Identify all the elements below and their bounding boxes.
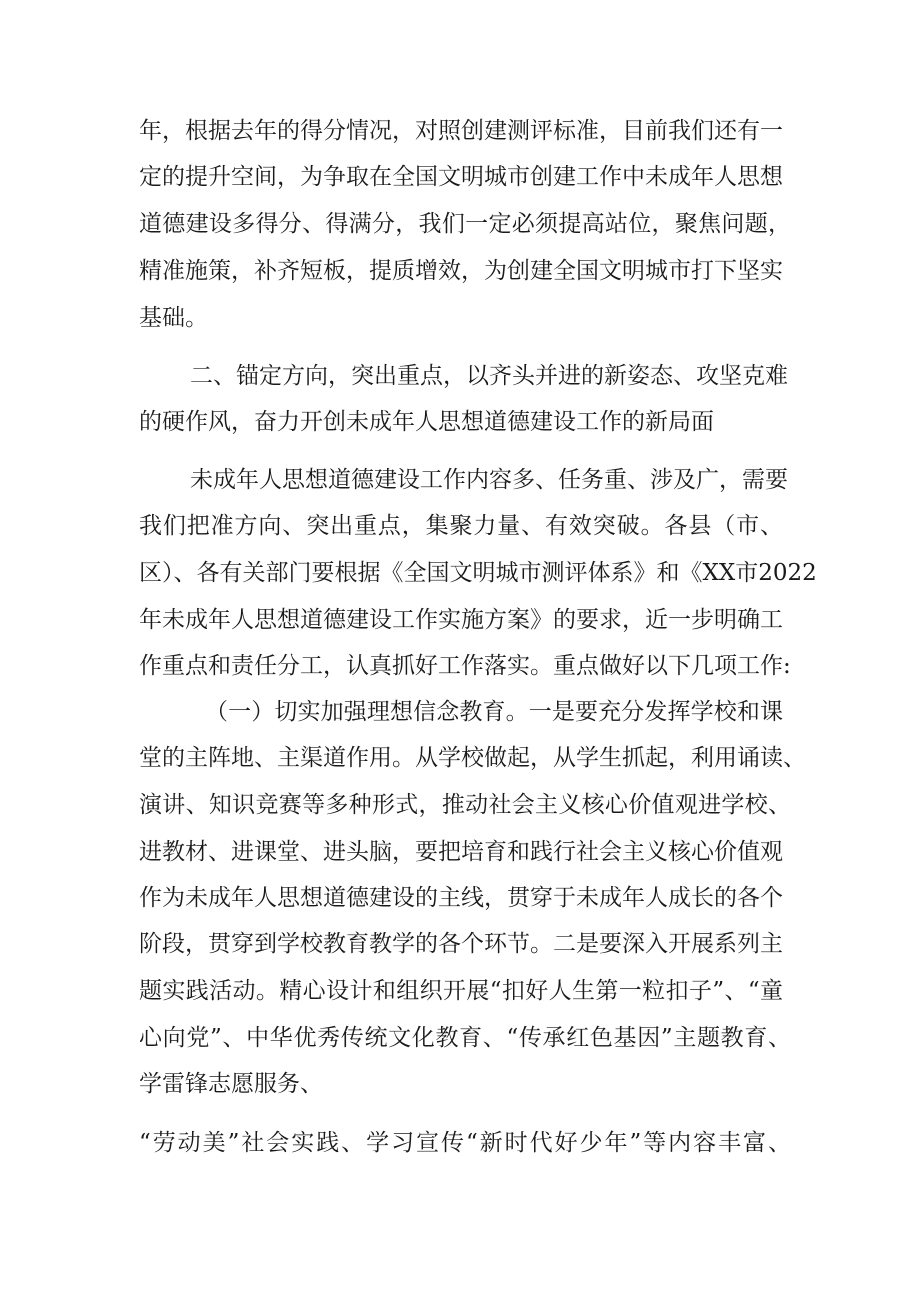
paragraph-3-line-8: 心向党”、中华优秀传统文化教育、“传承红色基因”主题教育、 (139, 1025, 791, 1051)
paragraph-1-line-3: 道德建设多得分、得满分，我们一定必须提高站位，聚焦问题， (139, 211, 791, 237)
paragraph-2-line-2: 我们把准方向、突出重点，集聚力量、有效突破。各县（市、 (139, 513, 783, 539)
paragraph-1-line-4: 精准施策，补齐短板，提质增效，为创建全国文明城市打下坚实 (139, 258, 783, 284)
paragraph-3-line-3: 演讲、知识竞赛等多种形式，推动社会主义核心价值观进学校、 (139, 792, 791, 818)
paragraph-3-line-7: 题实践活动。精心设计和组织开展“扣好人生第一粒扣子”、“童 (139, 978, 783, 1004)
paragraph-2-line-3: 区）、各有关部门要根据《全国文明城市测评体系》和《XX市2022 (139, 560, 817, 586)
paragraph-3-line-4: 进教材、进课堂、进头脑，要把培育和践行社会主义核心价值观 (139, 839, 783, 865)
paragraph-2-line-5: 作重点和责任分工，认真抓好工作落实。重点做好以下几项工作: (139, 653, 791, 679)
paragraph-3-line-9: 学雷锋志愿服务、 (139, 1071, 323, 1097)
paragraph-3-line-6: 阶段，贯穿到学校教育教学的各个环节。二是要深入开展系列主 (139, 931, 783, 957)
paragraph-1-line-5: 基础。 (139, 305, 208, 331)
paragraph-3-line-5: 作为未成年人思想道德建设的主线，贯穿于未成年人成长的各个 (139, 885, 783, 911)
paragraph-4-line-1: “劳动美”社会实践、学习宣传“新时代好少年”等内容丰富、 (139, 1130, 791, 1156)
paragraph-2-line-1: 未成年人思想道德建设工作内容多、任务重、涉及广，需要 (190, 467, 788, 493)
paragraph-3-line-2: 堂的主阵地、主渠道作用。从学校做起，从学生抓起，利用诵读、 (139, 745, 806, 771)
section-heading-line-1: 二、锚定方向，突出重点，以齐头并进的新姿态、攻坚克难 (190, 363, 788, 389)
paragraph-3-line-1: （一）切实加强理想信念教育。一是要充分发挥学校和课 (205, 699, 783, 725)
paragraph-2-line-4: 年未成年人思想道德建设工作实施方案》的要求，近一步明确工 (139, 607, 783, 633)
section-heading-line-2: 的硬作风，奋力开创未成年人思想道德建设工作的新局面 (139, 409, 714, 435)
paragraph-1-line-2: 定的提升空间，为争取在全国文明城市创建工作中未成年人思想 (139, 164, 783, 190)
paragraph-1-line-1: 年，根据去年的得分情况，对照创建测评标准，目前我们还有一 (139, 118, 783, 144)
